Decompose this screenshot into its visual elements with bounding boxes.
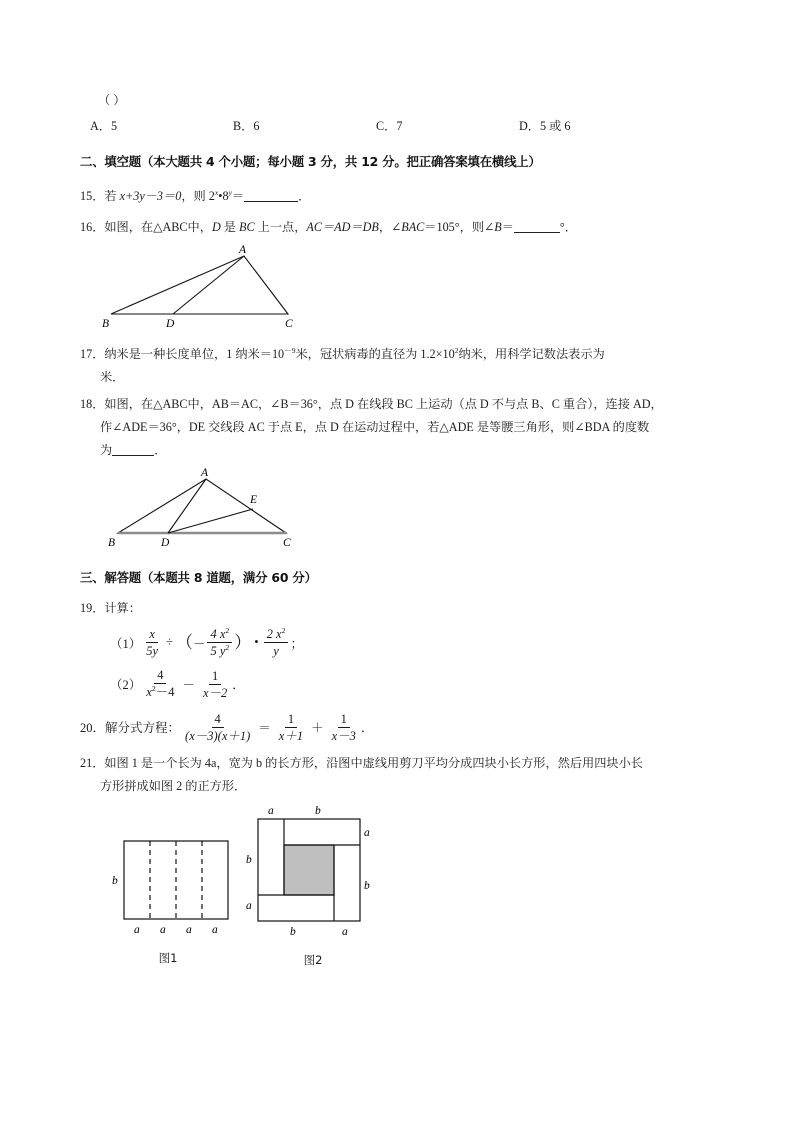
question-18-tail: ．: [154, 443, 167, 458]
q19p2-fraction-1: [143, 668, 177, 699]
question-19-prompt: 计算：: [104, 601, 141, 616]
question-17-line-1: [80, 342, 709, 363]
question-16: [80, 219, 709, 236]
question-15-text-c: •8: [218, 189, 229, 204]
q19p1-f3-denominator: y: [273, 644, 279, 659]
figure-triangle-18: [106, 467, 709, 554]
triangle-outline: [111, 256, 288, 314]
vertex-label-D: D: [166, 318, 175, 330]
q19p1-fraction-3: [264, 627, 289, 658]
choice-marker: （ ）: [98, 93, 126, 107]
page-content: [80, 92, 709, 969]
question-15-expression: x+3y－3＝0: [119, 189, 182, 204]
q19p2-f1-den-base: x: [146, 685, 152, 700]
q20-equals-sign: ＝: [258, 721, 271, 736]
question-21-text-1: 如图 1 是一个长为 4a，宽为 b 的长方形，沿图中虚线用剪刀平均分成四块小长方形，然后用四块小长: [104, 755, 643, 770]
question-18-line-1: [80, 396, 709, 413]
q19p1-minus-sign: －: [192, 636, 206, 651]
question-18-answer-blank[interactable]: [112, 443, 154, 456]
choice-option-a[interactable]: A．5: [90, 119, 118, 133]
triangle-18-svg: [106, 467, 316, 549]
q19p1-fraction-2: [207, 627, 232, 658]
q19p1-f1-denominator: 5y: [146, 644, 159, 659]
question-17-text-a: 纳米是一种长度单位，1 纳米＝10: [104, 347, 285, 362]
q19p1-f2-num-base: 4 x: [210, 627, 226, 642]
question-20: [80, 712, 709, 743]
question-16-text-k: ＝: [501, 220, 514, 235]
q20-f3-numerator: 1: [338, 712, 350, 728]
figure-1-svg: [98, 809, 238, 949]
question-18-text-1: 如图，在△ABC中，AB＝AC，∠B＝36°，点 D 在线段 BC 上运动（点 D 不与点 B、C 重合），连接 AD，: [104, 397, 663, 412]
figure-1: [98, 809, 238, 966]
question-19: [80, 600, 709, 617]
question-16-equal-relation: AC＝AD＝DB: [306, 220, 379, 235]
q20-expression: [80, 712, 373, 743]
vertex-label-D: D: [161, 537, 170, 550]
question-15: [80, 184, 709, 205]
question-19-number: 19．: [80, 601, 105, 616]
choice-row: [84, 117, 709, 134]
vertex-label-C: C: [283, 537, 291, 550]
question-21-line-2: 方形拼成如图 2 的正方形．: [100, 778, 247, 793]
q19p1-fraction-1: [143, 627, 161, 658]
choice-option-c[interactable]: C．7: [376, 119, 403, 133]
question-15-text-b: ，则 2: [181, 189, 215, 204]
question-16-point-d: D: [211, 220, 221, 235]
section-3-heading: 三、解答题（本题共 8 道题，满分 60 分）: [80, 570, 317, 586]
fig2-label-bottom-a: a: [342, 925, 348, 938]
question-17-number: 17．: [80, 347, 105, 362]
question-15-exponent-y: y: [228, 188, 232, 197]
q20-f1-denominator: (x－3)(x＋1): [185, 728, 251, 743]
vertex-label-C: C: [285, 318, 293, 330]
q19p2-fraction-2: [200, 669, 230, 700]
q19p2-minus-operator: －: [182, 678, 195, 693]
q19p1-f1-numerator: x: [146, 627, 158, 643]
figure-2-caption: 图2: [303, 952, 323, 967]
triangle-16-svg: [96, 244, 306, 329]
q20-f3-denominator: x－3: [331, 728, 356, 743]
q19p1-divide-operator: ÷: [166, 635, 173, 650]
choice-option-b[interactable]: B．6: [233, 119, 260, 133]
q19p2-f1-denominator: [143, 684, 177, 699]
q19p1-f2-numerator: [207, 627, 232, 643]
q19p1-f3-num-exp: 2: [281, 626, 286, 636]
question-16-tail: ．: [564, 220, 577, 235]
q20-plus-sign: ＋: [311, 721, 324, 736]
q19p1-tail: ；: [290, 636, 303, 651]
q19p1-f3-num-base: 2 x: [266, 627, 282, 642]
question-16-text-e: 上一点，: [254, 220, 307, 235]
question-21: [80, 755, 709, 795]
vertex-label-A: A: [201, 467, 209, 480]
question-16-angle-b: B: [494, 220, 502, 235]
q19p1-left-paren: （: [175, 633, 193, 653]
question-15-text-d: ＝: [231, 189, 245, 204]
fig1-label-b: b: [112, 874, 118, 887]
choice-marker-line: [84, 92, 709, 109]
fig2-label-left-b: b: [246, 853, 252, 866]
question-18-number: 18．: [80, 397, 105, 412]
figure-1-caption: 图1: [158, 950, 178, 965]
cevian-AD: [168, 479, 206, 533]
q19p1-f2-den-exp: 2: [225, 643, 230, 653]
question-17-text-b: 米，冠状病毒的直径为 1.2×10: [295, 347, 455, 362]
q20-f2-denominator: x＋1: [278, 728, 304, 743]
question-16-text-c: 是: [220, 220, 240, 235]
q19p2-label: （2）: [110, 678, 142, 693]
q19p1-multiply-dot: •: [254, 635, 259, 650]
question-16-text-i: ＝105°，则∠: [424, 220, 495, 235]
q19p1-f3-numerator: [264, 627, 289, 643]
question-18-line-2: 作∠ADE＝36°，DE 交线段 AC 于点 E，点 D 在运动过程中，若△ADE 是等腰三角形，则∠BDA 的度数: [100, 420, 650, 435]
question-16-answer-blank[interactable]: [514, 220, 560, 233]
section-2-heading: 二、填空题（本大题共 4 个小题；每小题 3 分，共 12 分。把正确答案填在横线上）: [80, 154, 541, 169]
choice-option-d[interactable]: D．5 或 6: [519, 119, 571, 133]
cevian-AD: [173, 256, 244, 314]
q20-tail: ．: [360, 721, 374, 736]
fig1-label-a-3: a: [186, 923, 192, 936]
question-17-exponent-2: 2: [454, 346, 459, 356]
fig2-label-left-a: a: [246, 899, 252, 912]
fig2-label-top-a: a: [268, 804, 274, 817]
q20-f1-numerator: 4: [212, 712, 224, 728]
q20-fraction-3: [329, 712, 359, 743]
question-20-prompt: 解分式方程：: [105, 721, 181, 736]
question-19-part-1: [84, 627, 709, 658]
q19p1-right-paren: ）: [234, 633, 252, 653]
q19p2-expression: [110, 668, 245, 699]
q19p1-f2-num-exp: 2: [225, 626, 230, 636]
vertex-label-B: B: [102, 318, 110, 330]
fig1-label-a-4: a: [212, 923, 218, 936]
question-16-text-g: ，∠: [378, 220, 402, 235]
q19p2-f1-numerator: 4: [154, 668, 166, 684]
figures-row: [84, 804, 709, 969]
question-17: [80, 342, 709, 386]
q19p2-f2-numerator: 1: [209, 669, 221, 685]
inner-shaded-square: [284, 845, 334, 895]
question-18: [80, 396, 709, 459]
q19p1-f2-den-base: 5 y: [210, 644, 226, 659]
figure-2: [230, 801, 388, 968]
q19p1-label: （1）: [110, 636, 142, 651]
q20-fraction-1: [182, 712, 253, 743]
fig2-label-bottom-b: b: [290, 925, 296, 938]
vertex-label-A: A: [239, 244, 247, 257]
figure-2-svg: [230, 801, 380, 953]
question-16-angle-bac: BAC: [401, 220, 425, 235]
question-21-line-1: [80, 755, 709, 772]
question-15-number: 15．: [80, 189, 105, 204]
question-18-line-3: [80, 442, 709, 459]
fig1-label-a-1: a: [134, 923, 140, 936]
vertex-label-E: E: [250, 494, 258, 507]
question-17-line-2: 米．: [100, 370, 125, 385]
question-18-text-3a: 为: [100, 443, 113, 458]
q19p1-expression: [110, 627, 303, 658]
question-15-text-a: 若: [104, 189, 120, 204]
question-15-answer-blank[interactable]: [244, 189, 298, 202]
question-20-number: 20．: [80, 721, 106, 736]
triangle-outline: [118, 479, 286, 533]
question-16-segment-bc: BC: [239, 220, 255, 235]
q19p2-f1-den-exp: 2: [151, 684, 156, 694]
q20-f2-numerator: 1: [285, 712, 297, 728]
q20-fraction-2: [276, 712, 306, 743]
question-15-exponent-x: x: [214, 188, 219, 197]
fig2-label-right-b: b: [364, 879, 370, 892]
question-15-tail: ．: [298, 189, 311, 204]
question-17-text-c: 纳米，用科学记数法表示为: [458, 347, 605, 362]
question-17-exponent-neg9: －9: [284, 346, 296, 356]
segment-DE: [168, 509, 253, 533]
q19p2-tail: ．: [232, 678, 245, 693]
vertex-label-B: B: [108, 537, 116, 550]
fig1-label-a-2: a: [160, 923, 166, 936]
q19p1-f2-denominator: [207, 643, 232, 658]
q19p2-f2-denominator: x－2: [202, 685, 228, 700]
fig2-label-top-b: b: [315, 804, 321, 817]
question-19-part-2: [84, 668, 709, 699]
question-21-number: 21．: [80, 755, 105, 770]
question-16-text-a: 如图，在△ABC中，: [104, 220, 212, 235]
q19p2-f1-den-tail: －4: [155, 685, 175, 700]
question-16-unit: °: [559, 220, 565, 235]
fig2-label-right-a: a: [364, 826, 370, 839]
question-16-number: 16．: [80, 220, 105, 235]
figure-triangle-16: [96, 244, 709, 334]
